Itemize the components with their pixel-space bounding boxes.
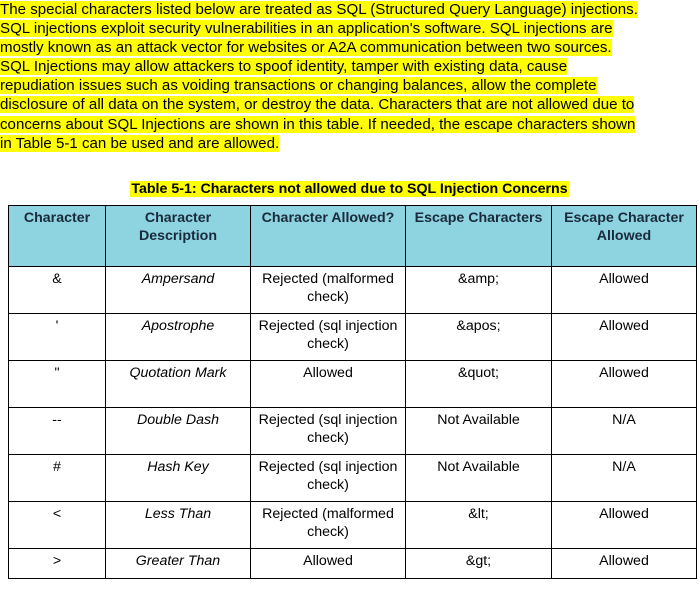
- intro-line: disclosure of all data on the system, or destroy the data. Characters that are not allowed due to: [0, 96, 635, 114]
- header-character: Character: [9, 206, 106, 267]
- table-row: [9, 502, 697, 549]
- cell-escape: &apos;: [406, 314, 552, 361]
- cell-allowed: Rejected (sql injection check): [251, 455, 406, 502]
- cell-character: >: [9, 549, 106, 579]
- cell-escape: &amp;: [406, 267, 552, 314]
- cell-description: Ampersand: [106, 267, 251, 314]
- cell-description: Less Than: [106, 502, 251, 549]
- cell-character: ': [9, 314, 106, 361]
- cell-allowed: Rejected (malformed check): [251, 502, 406, 549]
- table-row: [9, 361, 697, 408]
- table-row: [9, 455, 697, 502]
- cell-escape-allowed: N/A: [552, 455, 697, 502]
- cell-escape: &gt;: [406, 549, 552, 579]
- table-row: [9, 314, 697, 361]
- cell-allowed: Rejected (malformed check): [251, 267, 406, 314]
- cell-description: Hash Key: [106, 455, 251, 502]
- cell-escape-allowed: Allowed: [552, 361, 697, 408]
- cell-escape-allowed: Allowed: [552, 267, 697, 314]
- table-caption-text: Table 5-1: Characters not allowed due to SQL Injection Concerns: [131, 181, 568, 197]
- header-character-allowed: Character Allowed?: [251, 206, 406, 267]
- intro-line: in Table 5-1 can be used and are allowed.: [0, 134, 280, 152]
- cell-escape: &lt;: [406, 502, 552, 549]
- cell-escape: Not Available: [406, 455, 552, 502]
- cell-description: Double Dash: [106, 408, 251, 455]
- header-escape-characters: Escape Characters: [406, 206, 552, 267]
- cell-escape-allowed: Allowed: [552, 549, 697, 579]
- table-caption: [0, 180, 699, 198]
- header-character-description: Character Description: [106, 206, 251, 267]
- intro-line: repudiation issues such as voiding transactions or changing balances, allow the complete: [0, 77, 597, 95]
- cell-description: Quotation Mark: [106, 361, 251, 408]
- cell-escape-allowed: Allowed: [552, 502, 697, 549]
- table-header-row: [9, 206, 697, 267]
- intro-paragraph: [0, 0, 699, 153]
- cell-character: ": [9, 361, 106, 408]
- cell-escape-allowed: N/A: [552, 408, 697, 455]
- cell-character: --: [9, 408, 106, 455]
- intro-line: mostly known as an attack vector for websites or A2A communication between two sources.: [0, 39, 612, 57]
- cell-allowed: Allowed: [251, 361, 406, 408]
- intro-line: SQL injections exploit security vulnerabilities in an application's software. SQL injections are: [0, 20, 613, 38]
- table-row: [9, 408, 697, 455]
- cell-description: Apostrophe: [106, 314, 251, 361]
- characters-table: [8, 205, 697, 579]
- cell-allowed: Allowed: [251, 549, 406, 579]
- intro-line: SQL Injections may allow attackers to spoof identity, tamper with existing data, cause: [0, 58, 568, 76]
- table-row: [9, 549, 697, 579]
- cell-character: <: [9, 502, 106, 549]
- cell-character: #: [9, 455, 106, 502]
- cell-description: Greater Than: [106, 549, 251, 579]
- cell-escape: &quot;: [406, 361, 552, 408]
- cell-character: &: [9, 267, 106, 314]
- cell-allowed: Rejected (sql injection check): [251, 408, 406, 455]
- cell-escape: Not Available: [406, 408, 552, 455]
- intro-line: concerns about SQL Injections are shown in this table. If needed, the escape characters shown: [0, 115, 636, 133]
- cell-escape-allowed: Allowed: [552, 314, 697, 361]
- header-escape-character-allowed: Escape Character Allowed: [552, 206, 697, 267]
- table-row: [9, 267, 697, 314]
- intro-line: The special characters listed below are treated as SQL (Structured Query Language) injections.: [0, 1, 638, 18]
- cell-allowed: Rejected (sql injection check): [251, 314, 406, 361]
